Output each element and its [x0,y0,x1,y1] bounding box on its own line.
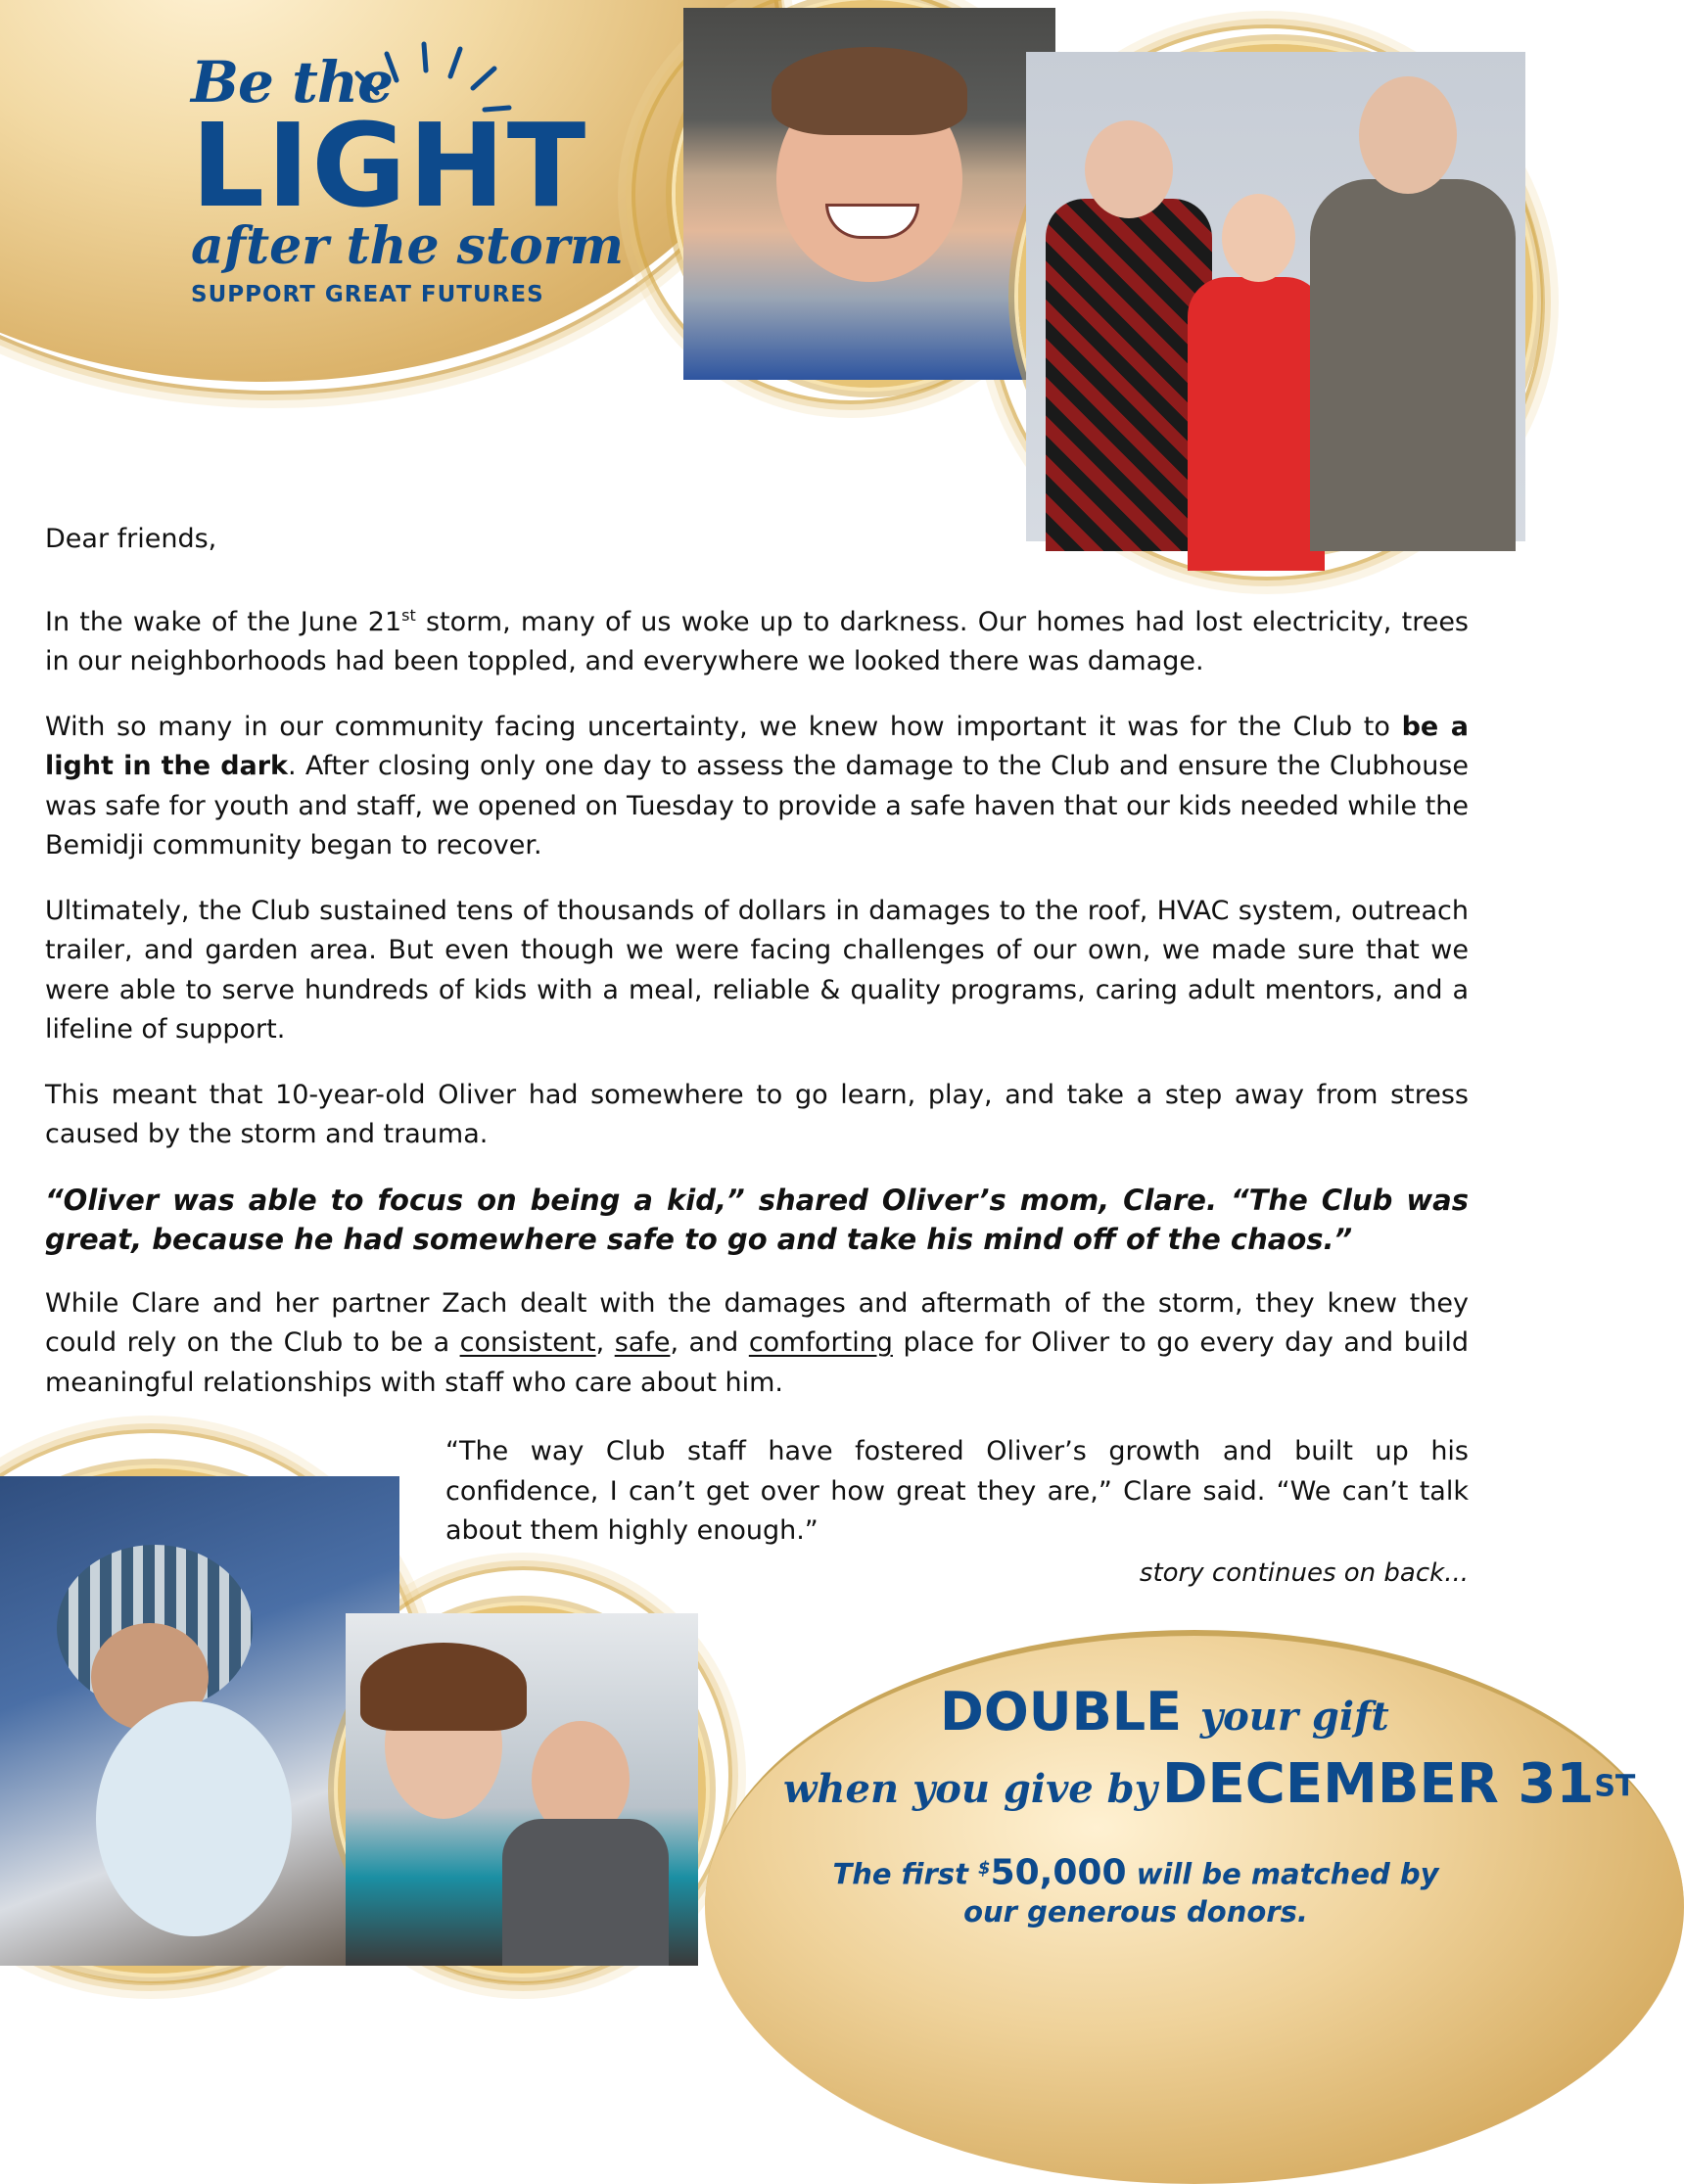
paragraph-damages: Ultimately, the Club sustained tens of thousands of dollars in damages to the roof, HVAC system, outreach trailer, and garden area. But even though we were facing challenges of our own, we made sure that we were able to serve hundreds of kids with a meal, reliable & quality programs, caring adult mentors, and a lifeline of support. [45,895,1469,1045]
deadline-line [783,1752,1635,1816]
match-amount: 50,000 [990,1852,1127,1893]
deadline-ordinal: ST [1594,1769,1636,1804]
underline-safe: safe [614,1327,671,1358]
p2-emphasis: be a light in the dark [45,711,1469,781]
p1-text-a: In the wake of the June 21 [45,606,402,637]
logo-after-the-storm: after the storm [191,216,625,277]
p1-ordinal: st [401,605,416,625]
staff-and-oliver-photo [338,1605,706,1974]
p2-text-a: With so many in our community facing uncertainty, we knew how important it was for the Club to [45,711,1402,742]
match-details [803,1850,1469,1930]
letter-greeting: Dear friends, [45,524,217,554]
p1-text-b: storm, many of us woke up to darkness. Our homes had lost electricity, trees in our neighborhoods had been toppled, and everywhere we looked there was damage. [45,606,1469,676]
when-you-give-script: when you give by [783,1766,1157,1812]
story-continues-note: story continues on back... [1139,1558,1469,1588]
campaign-logo [191,49,625,307]
p6-and: , and [670,1327,749,1358]
clare-quote: “Oliver was able to focus on being a kid,” shared Oliver’s mom, Clare. “The Club was great, because he had somewhere safe to go and take his mind off of the chaos.” [45,1183,1469,1256]
dollar-sign: $ [978,1858,991,1879]
match-rest: will be matched by our generous donors. [963,1857,1439,1928]
p6-text-b: place for Oliver to go every day and build meaningful relationships with staff who care about him. [45,1327,1469,1398]
p2-text-b: . After closing only one day to assess the damage to the Club and ensure the Clubhouse was safe for youth and staff, we opened on Tuesday to provide a safe haven that our kids needed while the Bemidji community began to recover. [45,751,1469,860]
oliver-portrait-photo [676,0,1063,388]
your-gift-script: your gift [1199,1694,1389,1740]
staff-growth-quote: “The way Club staff have fostered Oliver’s growth and built up his confidence, I can’t get over how great they are,” Clare said. “We can’t talk about them highly enough.” [445,1436,1469,1546]
p6-text-a: While Clare and her partner Zach dealt with the damages and aftermath of the storm, they knew they could rely on the Club to be a [45,1287,1469,1358]
logo-be-the: Be the [191,49,393,116]
match-gift-panel [705,1630,1636,1958]
paragraph-clare-zach [45,1284,1469,1404]
double-gift-headline [940,1681,1389,1743]
underline-comforting: comforting [748,1327,893,1358]
match-first: The first [832,1857,968,1891]
deadline-date: DECEMBER 31 [1162,1752,1595,1816]
logo-light: LIGHT [191,98,588,233]
letter-body [45,520,1469,1428]
family-photo [1018,44,1533,549]
paragraph-oliver: This meant that 10-year-old Oliver had somewhere to go learn, play, and take a step away from stress caused by the storm and trauma. [45,1079,1469,1149]
double-word: DOUBLE [940,1681,1183,1743]
paragraph-storm-intro [45,596,1469,682]
underline-consistent: consistent [459,1327,596,1358]
logo-tagline: SUPPORT GREAT FUTURES [191,281,544,307]
paragraph-light-in-dark [45,708,1469,866]
p6-comma: , [595,1327,615,1358]
